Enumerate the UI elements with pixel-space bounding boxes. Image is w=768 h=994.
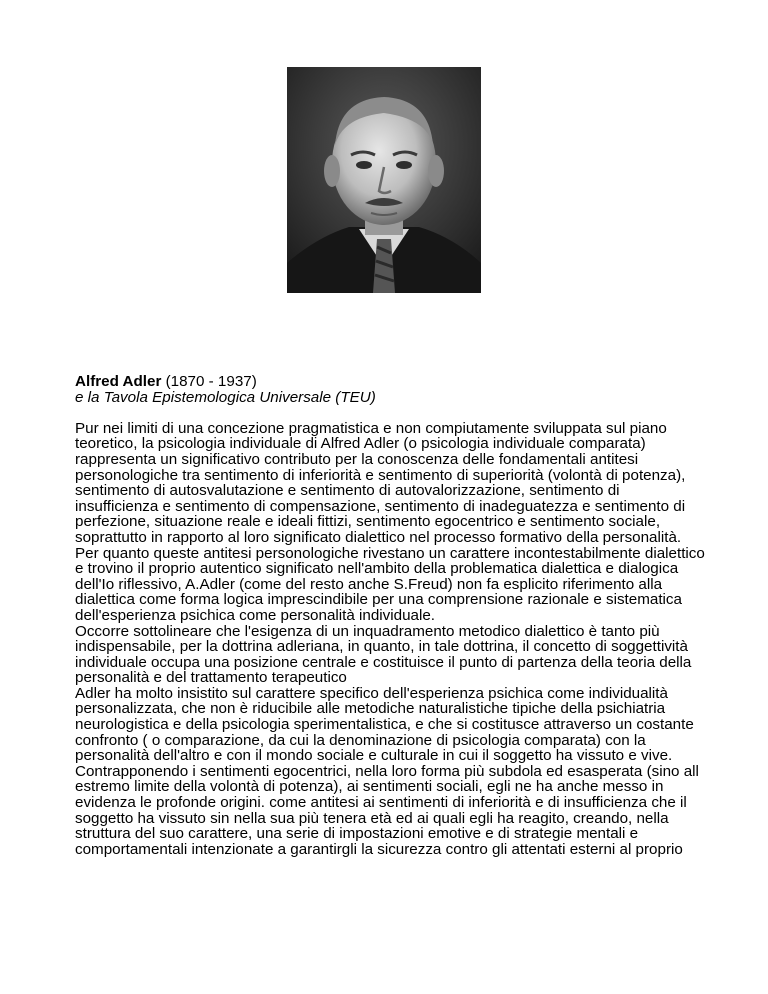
author-years: (1870 - 1937) [161,373,257,390]
paragraph: Occorre sottolineare che l'esigenza di un inquadramento metodico dialettico è tanto più indispensabile, per la dottrina adleriana, in quanto, in tale dottrina, il concetto di soggettività individuale occupa una posizione centrale e costituisce il punto di partenza della teoria della personalità e del trattamento terapeutico [75,622,692,687]
paragraph: Contrapponendo i sentimenti egocentrici, nella loro forma più subdola ed esasperata (sino all estremo limite della volontà di potenza), ai sentimenti sociali, egli ne ha anche messo in evidenza le profonde origini. come antitesi ai sentimenti di inferiorità e di insufficienza che il soggetto ha vissuto sin nella sua più tenera età ed ai quali egli ha reagito, creando, nella struttura del suo carattere, una serie di impostazioni emotive e di strategie mentali e comportamentali intenzionate a garantirgli la sicurezza contro gli attentati esterni al proprio [75,762,699,858]
document-heading [75,374,705,390]
paragraph: Per quanto queste antitesi personologiche rivestano un carattere incontestabilmente dialettico e trovino il proprio autentico significato nell'ambito della problematica dialettica e dialogica dell'Io riflessivo, A.Adler (come del resto anche S.Freud) non fa esplicito riferimento alla dialettica come forma logica imprescindibile per una comprensione razionale e sistematica dell'esperienza psichica come personalità individuale. [75,544,705,624]
author-name: Alfred Adler [75,373,162,390]
paragraph: Adler ha molto insistito sul carattere specifico dell'esperienza psichica come individualità personalizzata, che non è riducibile alle metodiche naturalistiche tipiche della psichiatria neurologistica e della psicologia sperimentalistica, e che si costitusce attraverso un costante confronto ( o comparazione, da cui la denominazione di psicologia comparata) con la personalità dell'altro e con il mondo sociale e culturale in cui il soggetto ha vissuto e vive. [75,684,694,765]
portrait-photo [287,67,481,293]
document-body [75,374,705,857]
document-subtitle: e la Tavola Epistemologica Universale (TEU) [75,388,376,406]
paragraph: Pur nei limiti di una concezione pragmatistica e non compiutamente sviluppata sul piano teoretico, la psicologia individuale di Alfred Adler (o psicologia individuale comparata) rappresenta un significativo contributo per la conoscenza delle fondamentali antitesi personologiche tra sentimento di inferiorità e sentimento di superiorità (volontà di potenza), sentimento di autosvalutazione e sentimento di autovalorizzazione, sentimento di insufficienza e sentimento di compensazione, sentimento di inadeguatezza e sentimento di perfezione, situazione reale e ideali fittizi, sentimento egocentrico e sentimento sociale, soprattutto in rapporto al loro significato dialettico nel processo formativo della personalità. [75,419,686,546]
blank-line [75,405,705,421]
